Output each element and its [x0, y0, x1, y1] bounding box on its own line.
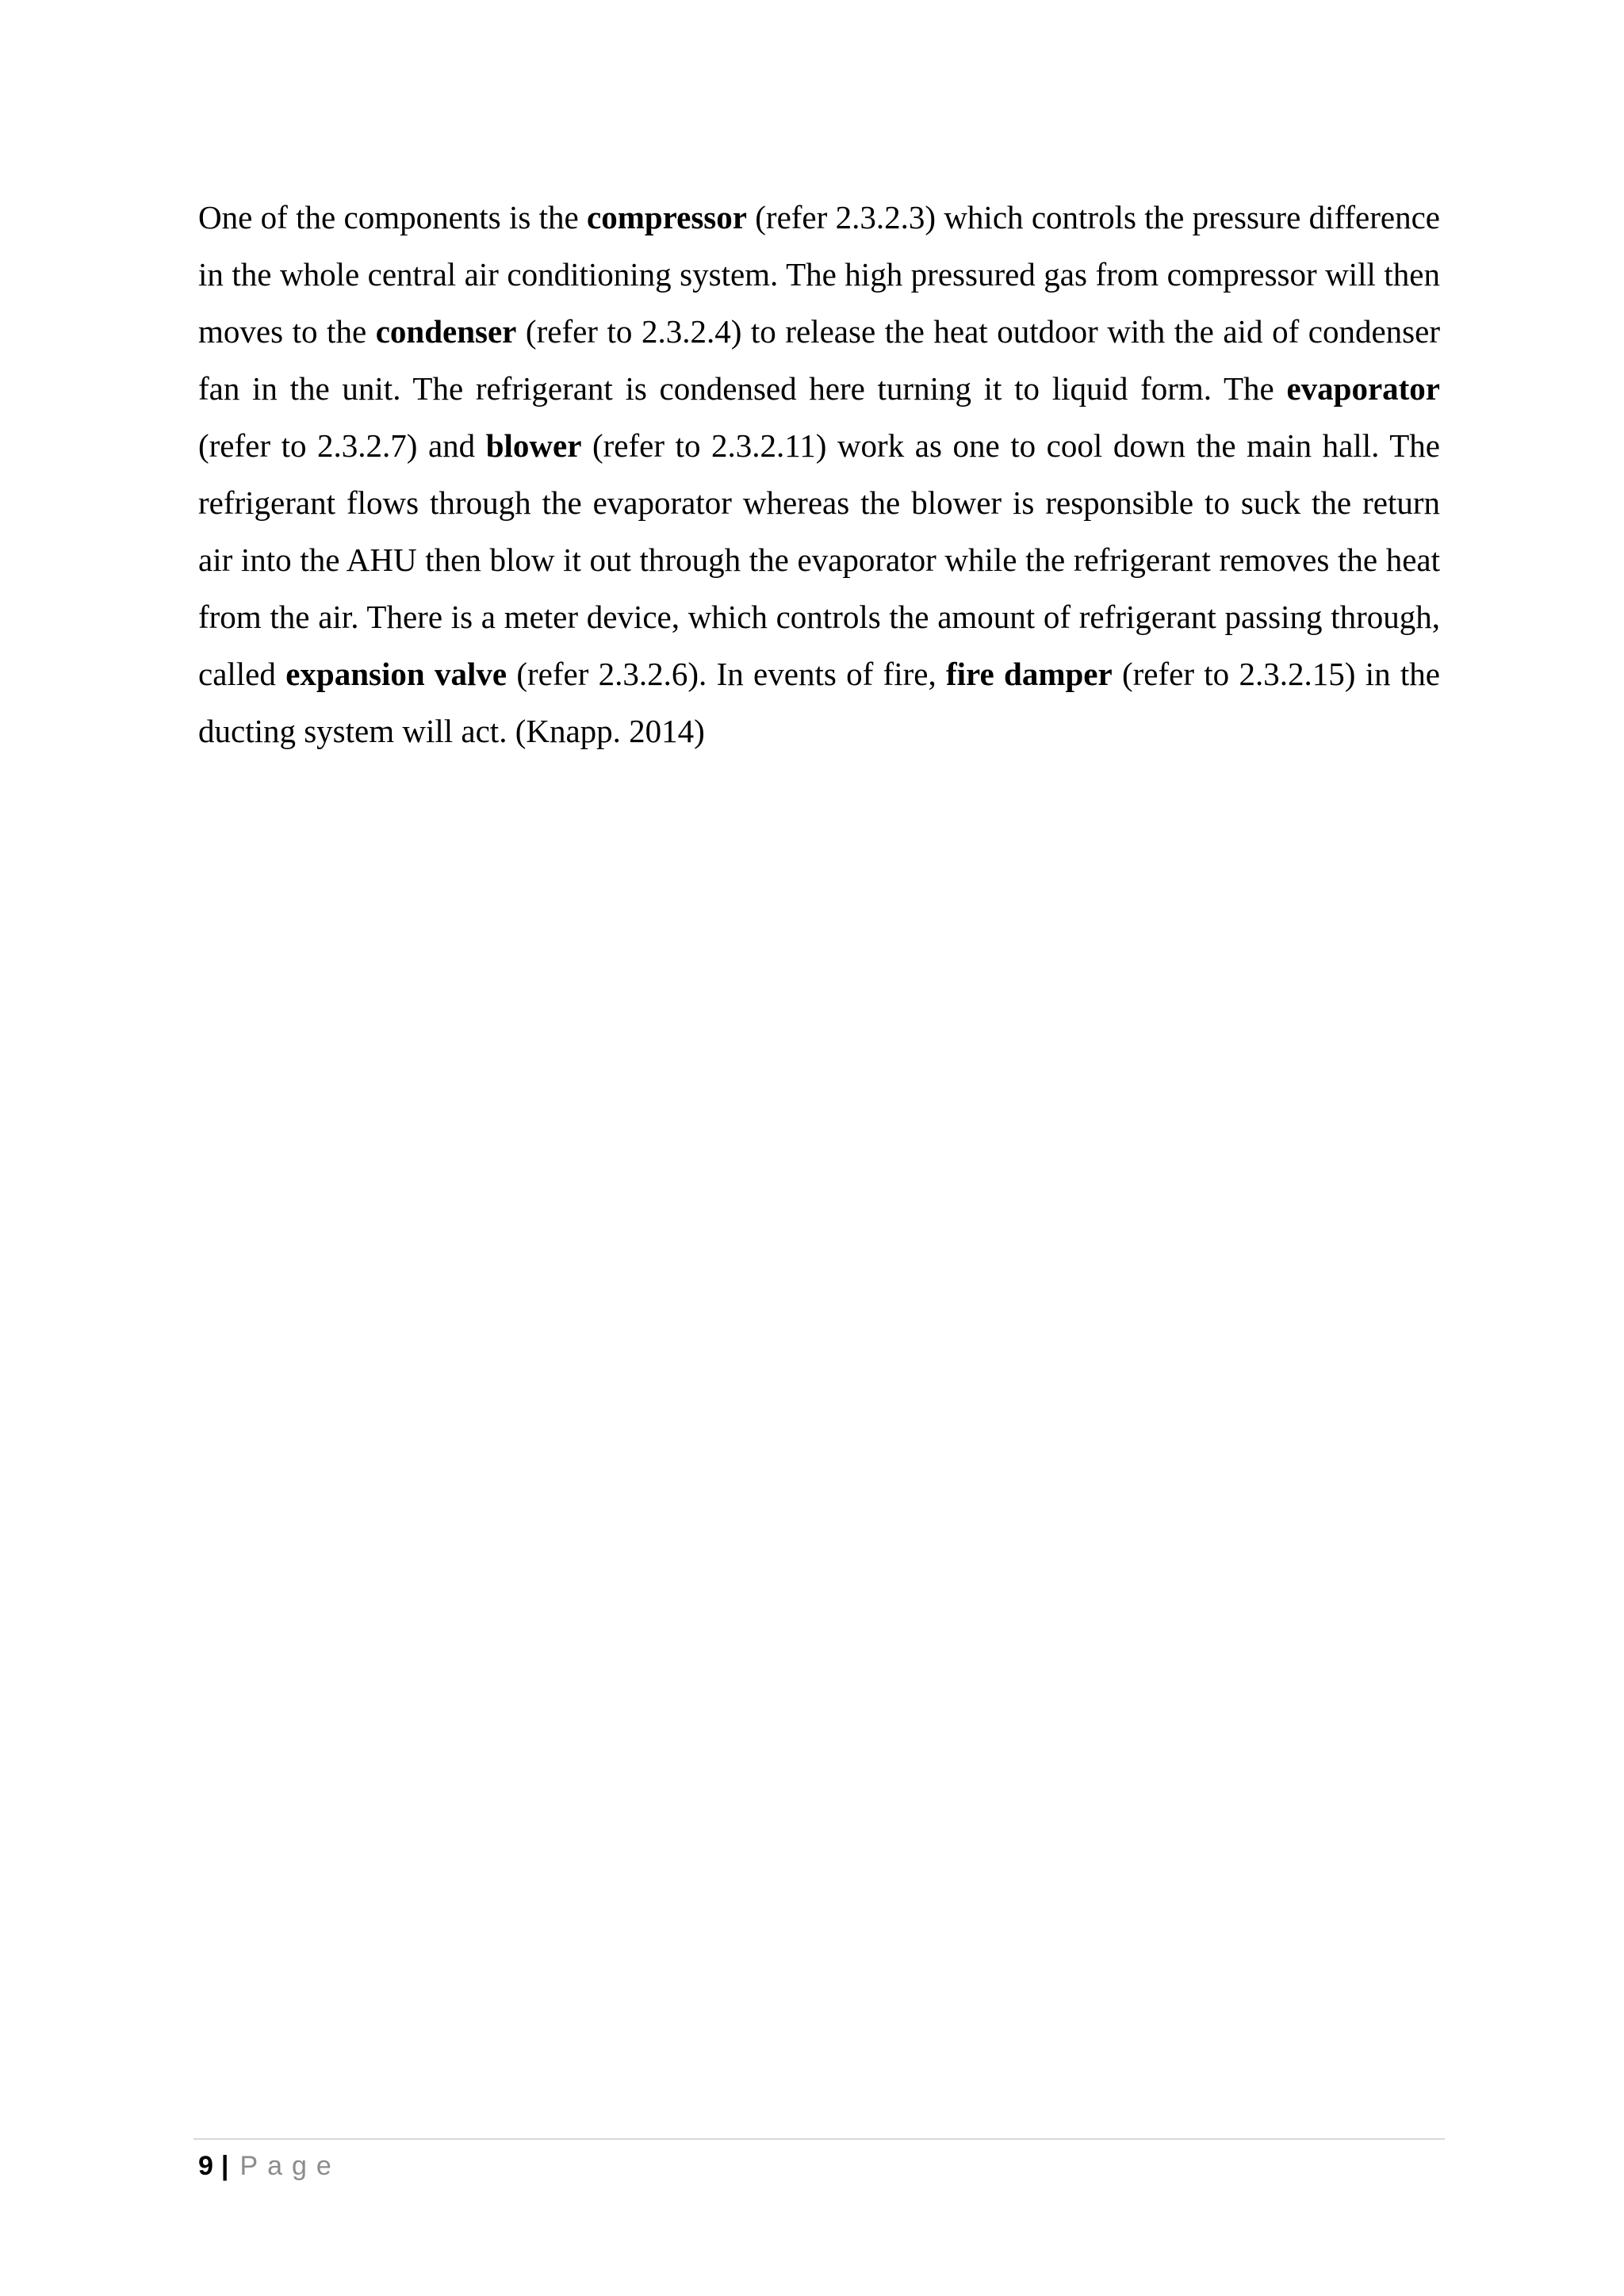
term-evaporator: evaporator — [1286, 370, 1440, 407]
text-run: (refer to 2.3.2.11) work as one to cool down the main hall. The refrigerant flows through the evaporator whereas the blower is responsible to suck the return air into the AHU then blow it out through the evaporator while the refrigerant removes the heat from the air. There is a meter device, which controls the amount of refrigerant passing through, called — [198, 427, 1440, 692]
page-footer — [198, 2146, 341, 2186]
body-paragraph — [198, 189, 1440, 760]
term-condenser: condenser — [375, 313, 517, 350]
footer-divider — [193, 2138, 1445, 2140]
term-fire-damper: fire damper — [946, 656, 1113, 692]
term-compressor: compressor — [587, 199, 747, 235]
text-run: One of the components is the — [198, 199, 588, 235]
term-expansion-valve: expansion valve — [285, 656, 508, 692]
text-run: (refer to 2.3.2.4) to release the heat outdoor with the aid of condenser fan in the unit. The refrigerant is condensed here turning it to liquid form. The — [198, 313, 1440, 407]
term-blower: blower — [485, 427, 582, 464]
footer-separator: | — [220, 2151, 229, 2181]
page-label: Page — [239, 2151, 341, 2181]
text-run: (refer 2.3.2.6). In events of fire, — [507, 656, 947, 692]
text-run: (refer to 2.3.2.7) and — [198, 427, 486, 464]
page-number: 9 — [198, 2151, 213, 2181]
text-run: (refer to 2.3.2.15) in the ducting system will act. (Knapp. 2014) — [198, 656, 1440, 749]
text-run: (refer 2.3.2.3) which controls the pressure difference in the whole central air conditioning system. The high pressured gas from compressor will then moves to the — [198, 199, 1440, 350]
